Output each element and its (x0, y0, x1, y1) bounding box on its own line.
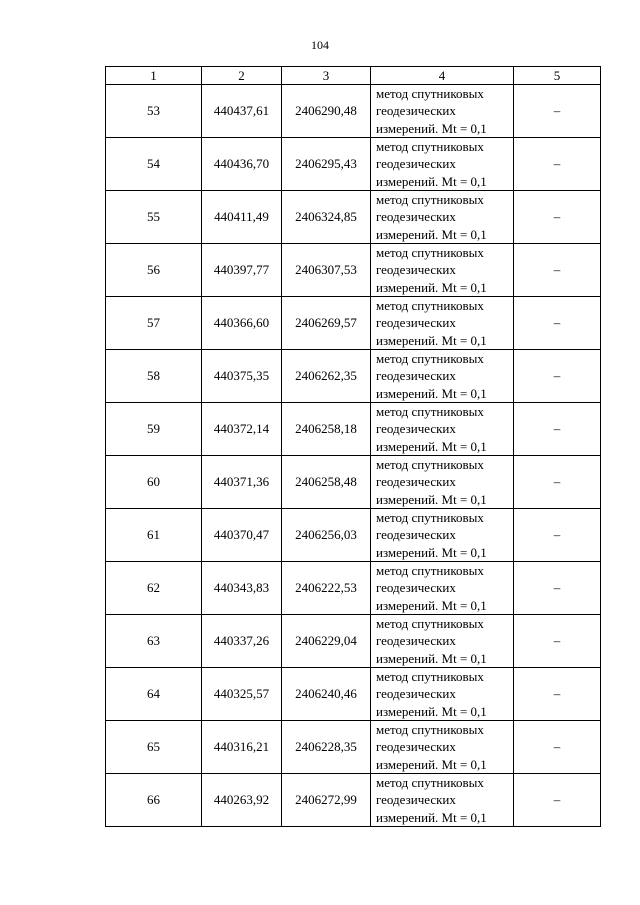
method-line: метод спутниковых (376, 351, 484, 367)
column-header-2: 2 (202, 67, 282, 85)
table-row (106, 774, 601, 827)
column-5-cell: – (514, 509, 601, 562)
method-line: метод спутниковых (376, 775, 484, 791)
method-cell (371, 138, 514, 191)
method-line: геодезических (376, 156, 456, 172)
point-number-cell: 54 (106, 138, 202, 191)
x-coordinate-cell: 440397,77 (202, 244, 282, 297)
point-number-cell: 61 (106, 509, 202, 562)
method-line: метод спутниковых (376, 616, 484, 632)
x-coordinate-cell: 440436,70 (202, 138, 282, 191)
column-5-cell: – (514, 244, 601, 297)
x-coordinate-cell: 440375,35 (202, 350, 282, 403)
method-line: геодезических (376, 103, 456, 119)
column-5-cell: – (514, 668, 601, 721)
method-line: измерений. Mt = 0,1 (376, 703, 487, 719)
method-cell (371, 721, 514, 774)
y-coordinate-cell: 2406240,46 (282, 668, 371, 721)
table-row (106, 191, 601, 244)
method-cell (371, 85, 514, 138)
method-line: метод спутниковых (376, 563, 484, 579)
method-line: геодезических (376, 580, 456, 596)
point-number-cell: 55 (106, 191, 202, 244)
column-header-4: 4 (371, 67, 514, 85)
y-coordinate-cell: 2406228,35 (282, 721, 371, 774)
column-5-cell: – (514, 85, 601, 138)
table-row (106, 562, 601, 615)
method-line: метод спутниковых (376, 404, 484, 420)
point-number-cell: 58 (106, 350, 202, 403)
method-line: геодезических (376, 527, 456, 543)
method-cell (371, 191, 514, 244)
method-line: измерений. Mt = 0,1 (376, 120, 487, 136)
y-coordinate-cell: 2406229,04 (282, 615, 371, 668)
y-coordinate-cell: 2406295,43 (282, 138, 371, 191)
point-number-cell: 66 (106, 774, 202, 827)
method-line: геодезических (376, 474, 456, 490)
point-number-cell: 63 (106, 615, 202, 668)
method-line: измерений. Mt = 0,1 (376, 491, 487, 507)
column-5-cell: – (514, 297, 601, 350)
method-line: измерений. Mt = 0,1 (376, 173, 487, 189)
method-line: геодезических (376, 739, 456, 755)
point-number-cell: 65 (106, 721, 202, 774)
column-header-5: 5 (514, 67, 601, 85)
y-coordinate-cell: 2406222,53 (282, 562, 371, 615)
y-coordinate-cell: 2406272,99 (282, 774, 371, 827)
method-line: измерений. Mt = 0,1 (376, 650, 487, 666)
x-coordinate-cell: 440370,47 (202, 509, 282, 562)
point-number-cell: 59 (106, 403, 202, 456)
method-line: метод спутниковых (376, 669, 484, 685)
method-line: геодезических (376, 421, 456, 437)
table-row (106, 615, 601, 668)
column-5-cell: – (514, 138, 601, 191)
table-row (106, 721, 601, 774)
method-line: метод спутниковых (376, 722, 484, 738)
coordinates-table (105, 66, 601, 827)
method-cell (371, 774, 514, 827)
column-5-cell: – (514, 191, 601, 244)
method-line: метод спутниковых (376, 139, 484, 155)
table-row (106, 668, 601, 721)
x-coordinate-cell: 440371,36 (202, 456, 282, 509)
point-number-cell: 56 (106, 244, 202, 297)
table-row (106, 244, 601, 297)
column-5-cell: – (514, 615, 601, 668)
method-line: метод спутниковых (376, 457, 484, 473)
method-line: измерений. Mt = 0,1 (376, 809, 487, 825)
y-coordinate-cell: 2406307,53 (282, 244, 371, 297)
method-line: геодезических (376, 262, 456, 278)
y-coordinate-cell: 2406258,48 (282, 456, 371, 509)
x-coordinate-cell: 440411,49 (202, 191, 282, 244)
column-header-1: 1 (106, 67, 202, 85)
table-row (106, 456, 601, 509)
method-line: измерений. Mt = 0,1 (376, 544, 487, 560)
method-line: геодезических (376, 633, 456, 649)
method-line: геодезических (376, 368, 456, 384)
column-5-cell: – (514, 721, 601, 774)
point-number-cell: 53 (106, 85, 202, 138)
y-coordinate-cell: 2406269,57 (282, 297, 371, 350)
method-cell (371, 456, 514, 509)
table-row (106, 85, 601, 138)
method-line: метод спутниковых (376, 86, 484, 102)
x-coordinate-cell: 440372,14 (202, 403, 282, 456)
column-5-cell: – (514, 774, 601, 827)
method-line: измерений. Mt = 0,1 (376, 438, 487, 454)
x-coordinate-cell: 440343,83 (202, 562, 282, 615)
method-line: измерений. Mt = 0,1 (376, 385, 487, 401)
method-line: измерений. Mt = 0,1 (376, 279, 487, 295)
method-cell (371, 509, 514, 562)
method-line: измерений. Mt = 0,1 (376, 332, 487, 348)
method-line: метод спутниковых (376, 192, 484, 208)
method-line: измерений. Mt = 0,1 (376, 226, 487, 242)
table-row (106, 350, 601, 403)
table-row (106, 138, 601, 191)
point-number-cell: 64 (106, 668, 202, 721)
method-line: измерений. Mt = 0,1 (376, 756, 487, 772)
column-5-cell: – (514, 403, 601, 456)
y-coordinate-cell: 2406262,35 (282, 350, 371, 403)
method-cell (371, 562, 514, 615)
y-coordinate-cell: 2406256,03 (282, 509, 371, 562)
column-5-cell: – (514, 350, 601, 403)
header-row (106, 67, 601, 85)
method-line: геодезических (376, 792, 456, 808)
method-line: измерений. Mt = 0,1 (376, 597, 487, 613)
method-cell (371, 668, 514, 721)
table-row (106, 297, 601, 350)
method-line: метод спутниковых (376, 510, 484, 526)
page-number: 104 (311, 38, 329, 52)
method-cell (371, 403, 514, 456)
method-line: метод спутниковых (376, 298, 484, 314)
column-5-cell: – (514, 562, 601, 615)
x-coordinate-cell: 440366,60 (202, 297, 282, 350)
point-number-cell: 62 (106, 562, 202, 615)
method-cell (371, 615, 514, 668)
table-row (106, 509, 601, 562)
column-header-3: 3 (282, 67, 371, 85)
method-line: геодезических (376, 686, 456, 702)
x-coordinate-cell: 440316,21 (202, 721, 282, 774)
method-cell (371, 297, 514, 350)
x-coordinate-cell: 440337,26 (202, 615, 282, 668)
point-number-cell: 57 (106, 297, 202, 350)
method-cell (371, 350, 514, 403)
y-coordinate-cell: 2406290,48 (282, 85, 371, 138)
method-line: метод спутниковых (376, 245, 484, 261)
column-5-cell: – (514, 456, 601, 509)
method-line: геодезических (376, 315, 456, 331)
table-row (106, 403, 601, 456)
x-coordinate-cell: 440263,92 (202, 774, 282, 827)
point-number-cell: 60 (106, 456, 202, 509)
method-cell (371, 244, 514, 297)
y-coordinate-cell: 2406324,85 (282, 191, 371, 244)
x-coordinate-cell: 440325,57 (202, 668, 282, 721)
method-line: геодезических (376, 209, 456, 225)
y-coordinate-cell: 2406258,18 (282, 403, 371, 456)
x-coordinate-cell: 440437,61 (202, 85, 282, 138)
